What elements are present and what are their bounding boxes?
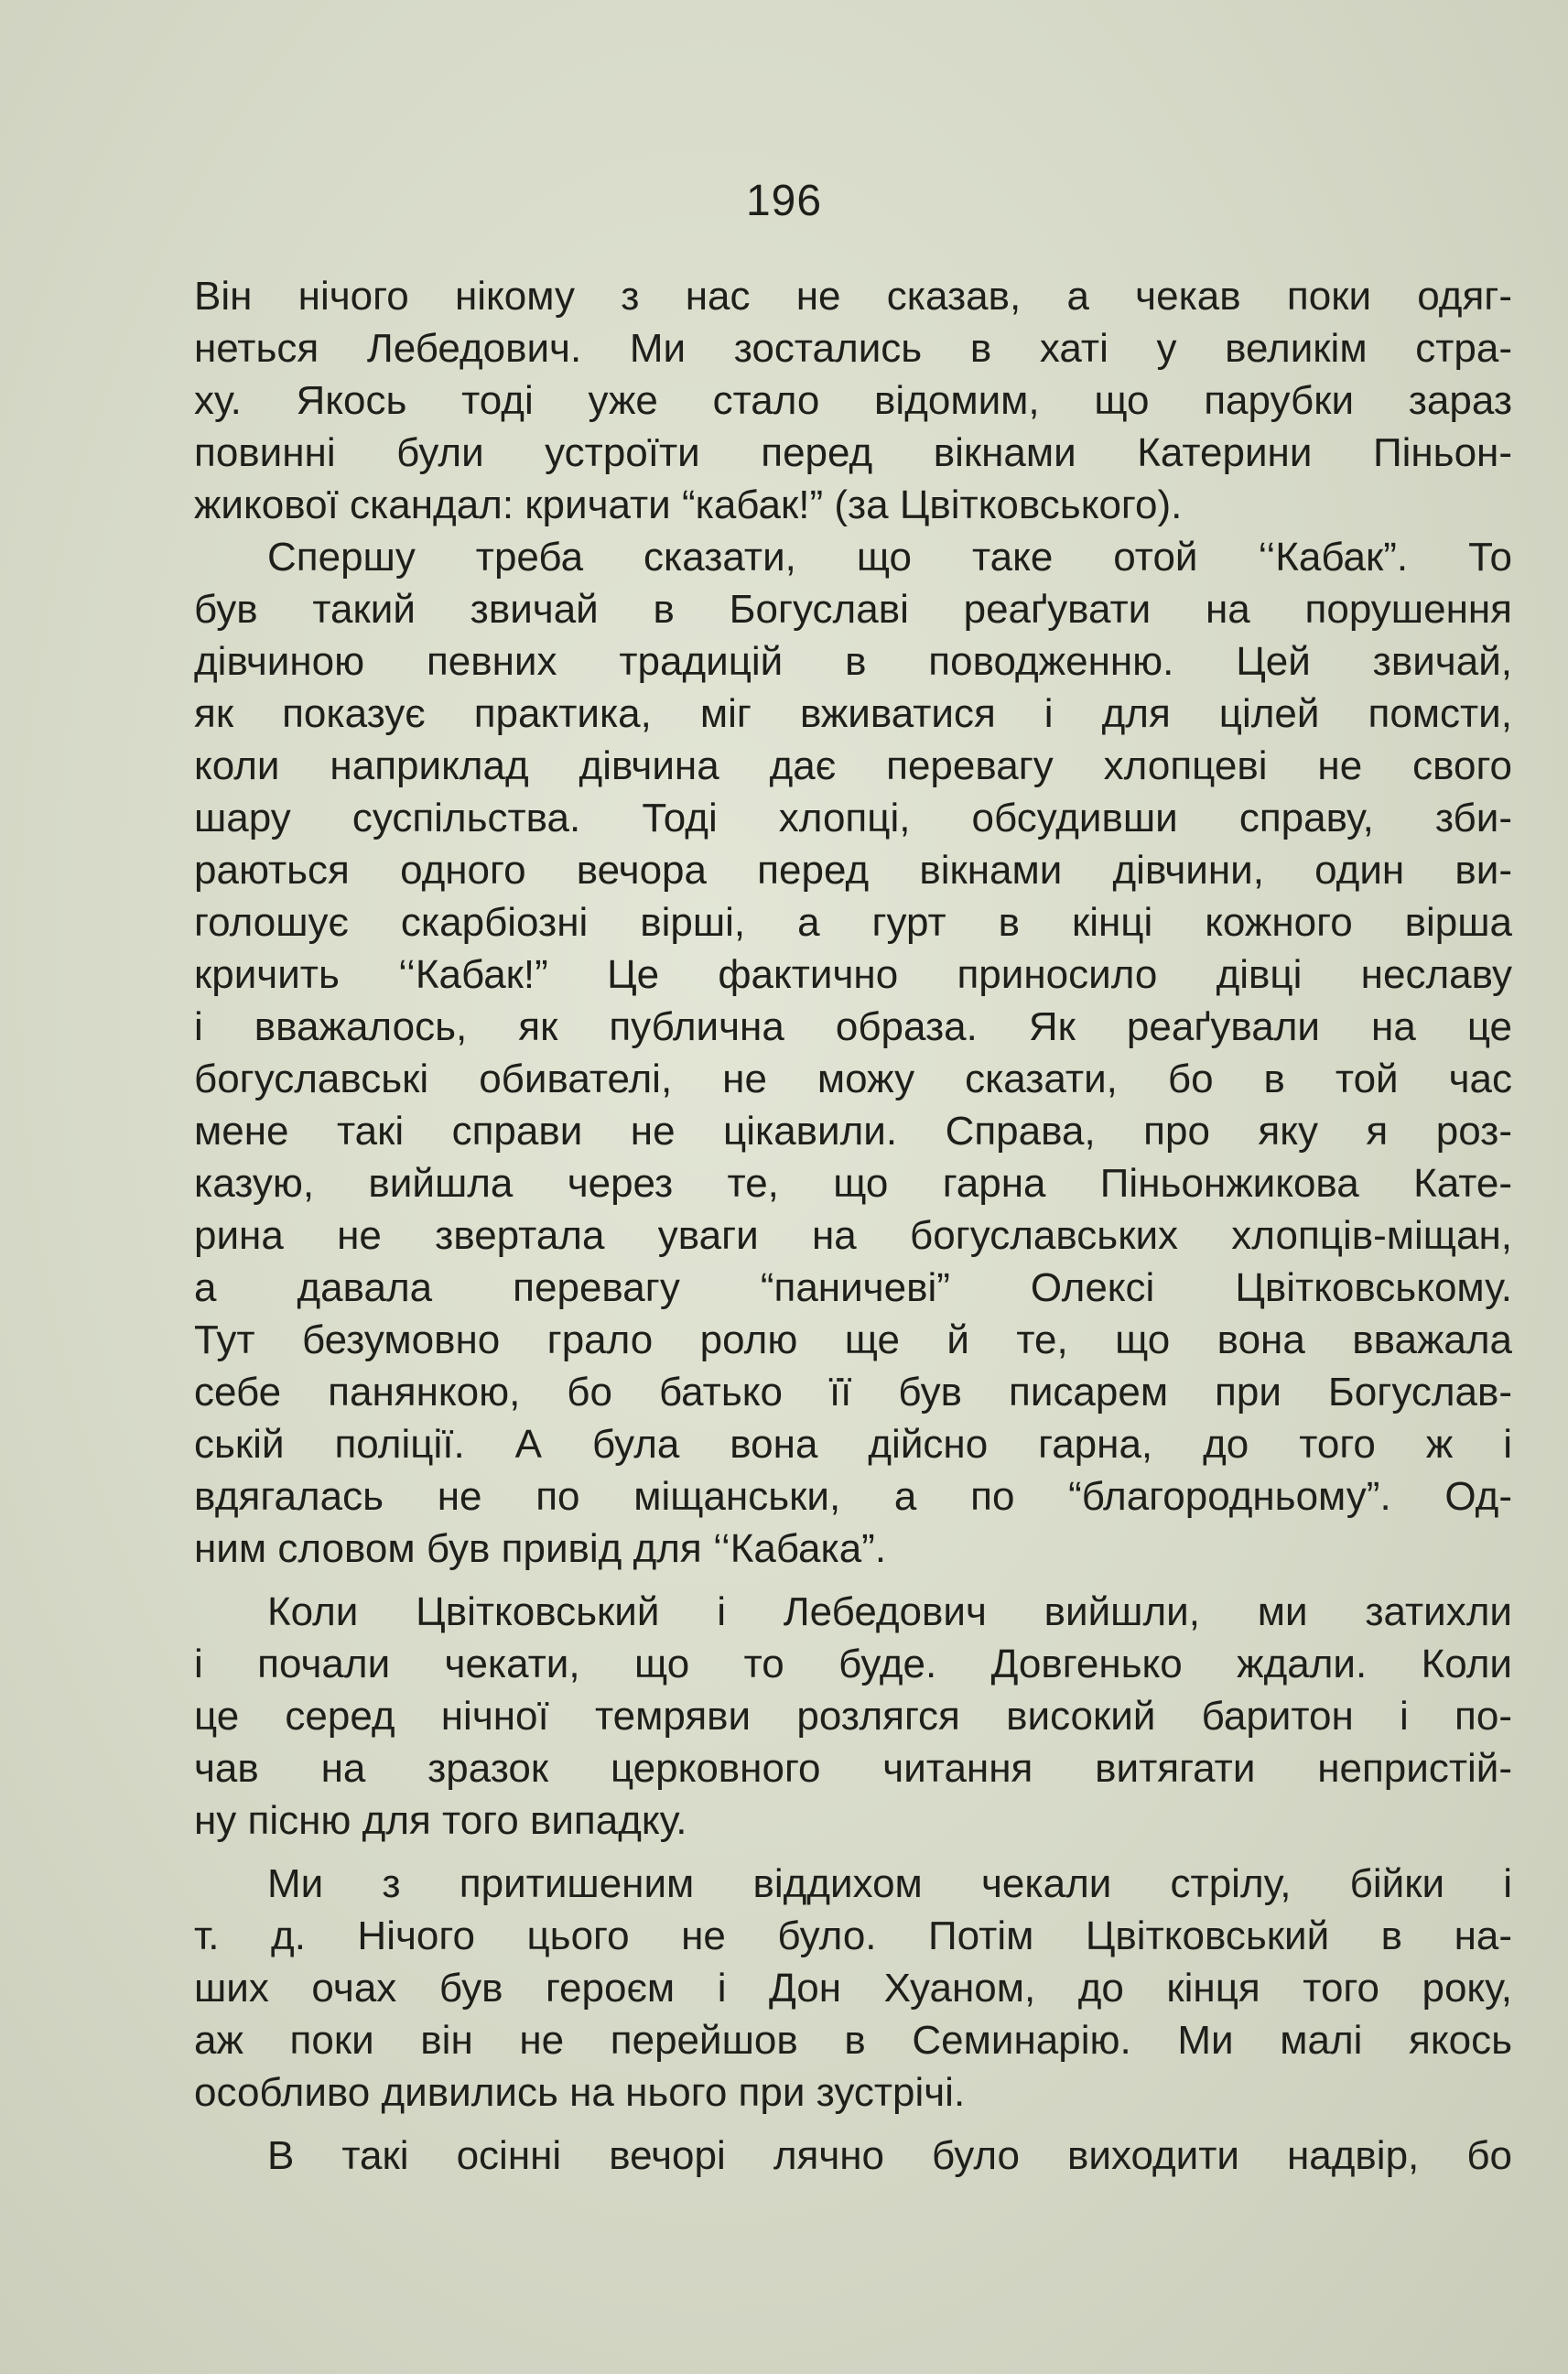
paragraph-gap [194, 1847, 1512, 1858]
page-number: 196 [745, 177, 823, 225]
text-line: вдягалась не по міщанськи, а по “благородньому”. Од- [194, 1474, 1512, 1519]
text-line: ним словом був привід для ‘‘Кабака”. [194, 1526, 887, 1571]
text-line: повинні були устроїти перед вікнами Катерини Піньон- [194, 430, 1512, 475]
text-line: ській поліції. А була вона дійсно гарна, до того ж і [194, 1422, 1512, 1467]
text-line: особливо дивились на нього при зустрічі. [194, 2070, 966, 2115]
text-line: Коли Цвітковський і Лебедович вийшли, ми затихли [267, 1589, 1512, 1634]
text-line: голошує скарбіозні вірші, а гурт в кінці кожного вірша [194, 900, 1512, 945]
text-line: а давала перевагу “паничеві” Олексі Цвітковському. [194, 1265, 1512, 1310]
text-line: т. д. Нічого цього не було. Потім Цвітковський в на- [194, 1913, 1512, 1958]
text-line: раються одного вечора перед вікнами дівчини, один ви- [194, 848, 1512, 893]
text-line: Ми з притишеним віддихом чекали стрілу, бійки і [267, 1861, 1512, 1906]
text-line: рина не звертала уваги на богуславських хлопців-міщан, [194, 1213, 1512, 1258]
text-line: В такі осінні вечорі лячно було виходити надвір, бо [267, 2133, 1512, 2178]
text-line: як показує практика, міг вживатися і для цілей помсти, [194, 691, 1512, 736]
text-line: казую, вийшла через те, що гарна Піньонжикова Кате- [194, 1161, 1512, 1206]
text-line: це серед нічної темряви розлягся високий баритон і по- [194, 1694, 1512, 1739]
text-line: кричить ‘‘Кабак!” Це фактично приносило дівці неславу [194, 952, 1512, 997]
text-line: був такий звичай в Богуславі реаґувати на порушення [194, 587, 1512, 632]
text-line: ху. Якось тоді уже стало відомим, що парубки зараз [194, 378, 1512, 423]
text-line: Спершу треба сказати, що таке отой ‘‘Кабак”. То [267, 535, 1512, 580]
text-line: шару суспільства. Тоді хлопці, обсудивши справу, зби- [194, 796, 1512, 840]
paragraph-gap [194, 1575, 1512, 1586]
text-line: жикової скандал: кричати “кабак!” (за Цвітковського). [194, 482, 1183, 527]
text-line: і почали чекати, що то буде. Довгенько ждали. Коли [194, 1642, 1512, 1686]
text-line: ну пісню для того випадку. [194, 1798, 687, 1843]
paragraph-gap [194, 2119, 1512, 2130]
text-line: Тут безумовно грало ролю ще й те, що вона вважала [194, 1317, 1512, 1362]
text-line: мене такі справи не цікавили. Справа, про яку я роз- [194, 1109, 1512, 1154]
text-line: Він нічого нікому з нас не сказав, а чекав поки одяг- [194, 274, 1512, 319]
text-line: і вважалось, як публична образа. Як реаґували на це [194, 1004, 1512, 1049]
text-line: ших очах був героєм і Дон Хуаном, до кінця того року, [194, 1966, 1512, 2011]
text-line: дівчиною певних традицій в поводженню. Цей звичай, [194, 639, 1512, 684]
text-line: себе панянкою, бо батько її був писарем при Богуслав- [194, 1370, 1512, 1415]
text-line: чав на зразок церковного читання витягати непристій- [194, 1746, 1512, 1791]
text-line: богуславські обивателі, не можу сказати, бо в той час [194, 1057, 1512, 1101]
text-line: неться Лебедович. Ми зостались в хаті у великім стра- [194, 326, 1512, 371]
text-line: коли наприклад дівчина дає перевагу хлопцеві не свого [194, 743, 1512, 788]
text-line: аж поки він не перейшов в Семинарію. Ми малі якось [194, 2018, 1512, 2063]
body-text [194, 270, 1512, 2182]
